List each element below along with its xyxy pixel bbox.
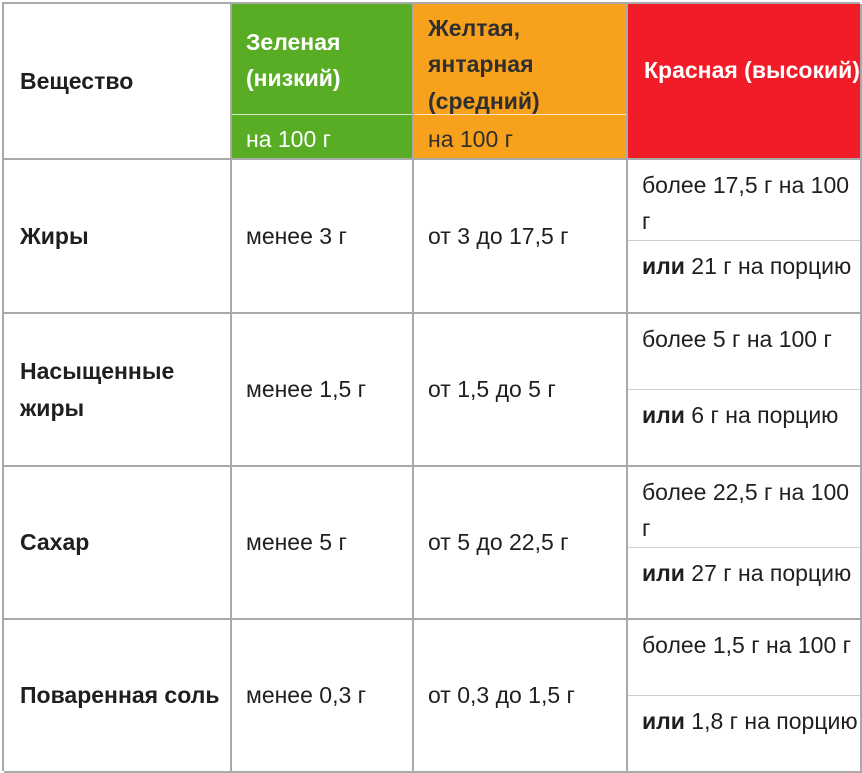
header-amber-title: Желтая, янтарная (средний) [428,15,540,114]
amber-value-salt [414,620,628,773]
red-per-portion [628,695,860,771]
red-value-saturated-fat [628,314,862,467]
green-value-fat [232,160,414,314]
portion-value: 27 г на порцию [691,559,852,586]
row-label-sugar [4,467,232,620]
header-green-title: Зеленая (низкий) [246,29,341,92]
header-amber-unit: на 100 г [414,114,626,158]
row-label: Насыщенные жиры [20,358,175,421]
red-per-100g: более 17,5 г на 100 г [642,172,850,235]
amber-value-saturated-fat [414,314,628,467]
or-word: или [642,708,685,734]
red-value-salt [628,620,862,773]
amber-value: от 5 до 22,5 г [428,529,569,556]
row-label: Поваренная соль [20,682,220,709]
red-per-100g: более 5 г на 100 г [642,326,832,352]
red-per-portion [628,547,860,618]
green-value: менее 1,5 г [246,376,367,403]
header-substance-label: Вещество [20,67,134,94]
red-per-100g: более 22,5 г на 100 г [642,479,850,542]
red-per-100g: более 1,5 г на 100 г [642,632,852,658]
portion-value: 21 г на порцию [691,252,852,279]
header-green-unit: на 100 г [232,114,412,158]
row-label-saturated-fat [4,314,232,467]
row-label-fat [4,160,232,314]
green-value-sugar [232,467,414,620]
amber-value-sugar [414,467,628,620]
green-value: менее 3 г [246,222,347,249]
or-word: или [642,402,685,428]
green-value: менее 0,3 г [246,682,367,709]
table-grid [2,2,860,771]
amber-value: от 0,3 до 1,5 г [428,682,575,709]
red-value-fat [628,160,862,314]
amber-value: от 3 до 17,5 г [428,222,569,249]
header-red-title: Красная (высокий) [644,57,860,83]
header-red [628,4,862,160]
row-label-salt [4,620,232,773]
row-label: Сахар [20,529,90,556]
red-per-portion [628,389,860,465]
amber-value-fat [414,160,628,314]
header-substance [4,4,232,160]
green-value-salt [232,620,414,773]
amber-value: от 1,5 до 5 г [428,376,556,403]
portion-value: 6 г на порцию [691,402,839,428]
red-per-portion [628,240,860,312]
header-green [232,4,414,160]
red-value-sugar [628,467,862,620]
or-word: или [642,252,685,279]
green-value-saturated-fat [232,314,414,467]
or-word: или [642,559,685,586]
row-label: Жиры [20,222,89,249]
header-amber [414,4,628,160]
portion-value: 1,8 г на порцию [691,708,858,734]
green-value: менее 5 г [246,529,347,556]
